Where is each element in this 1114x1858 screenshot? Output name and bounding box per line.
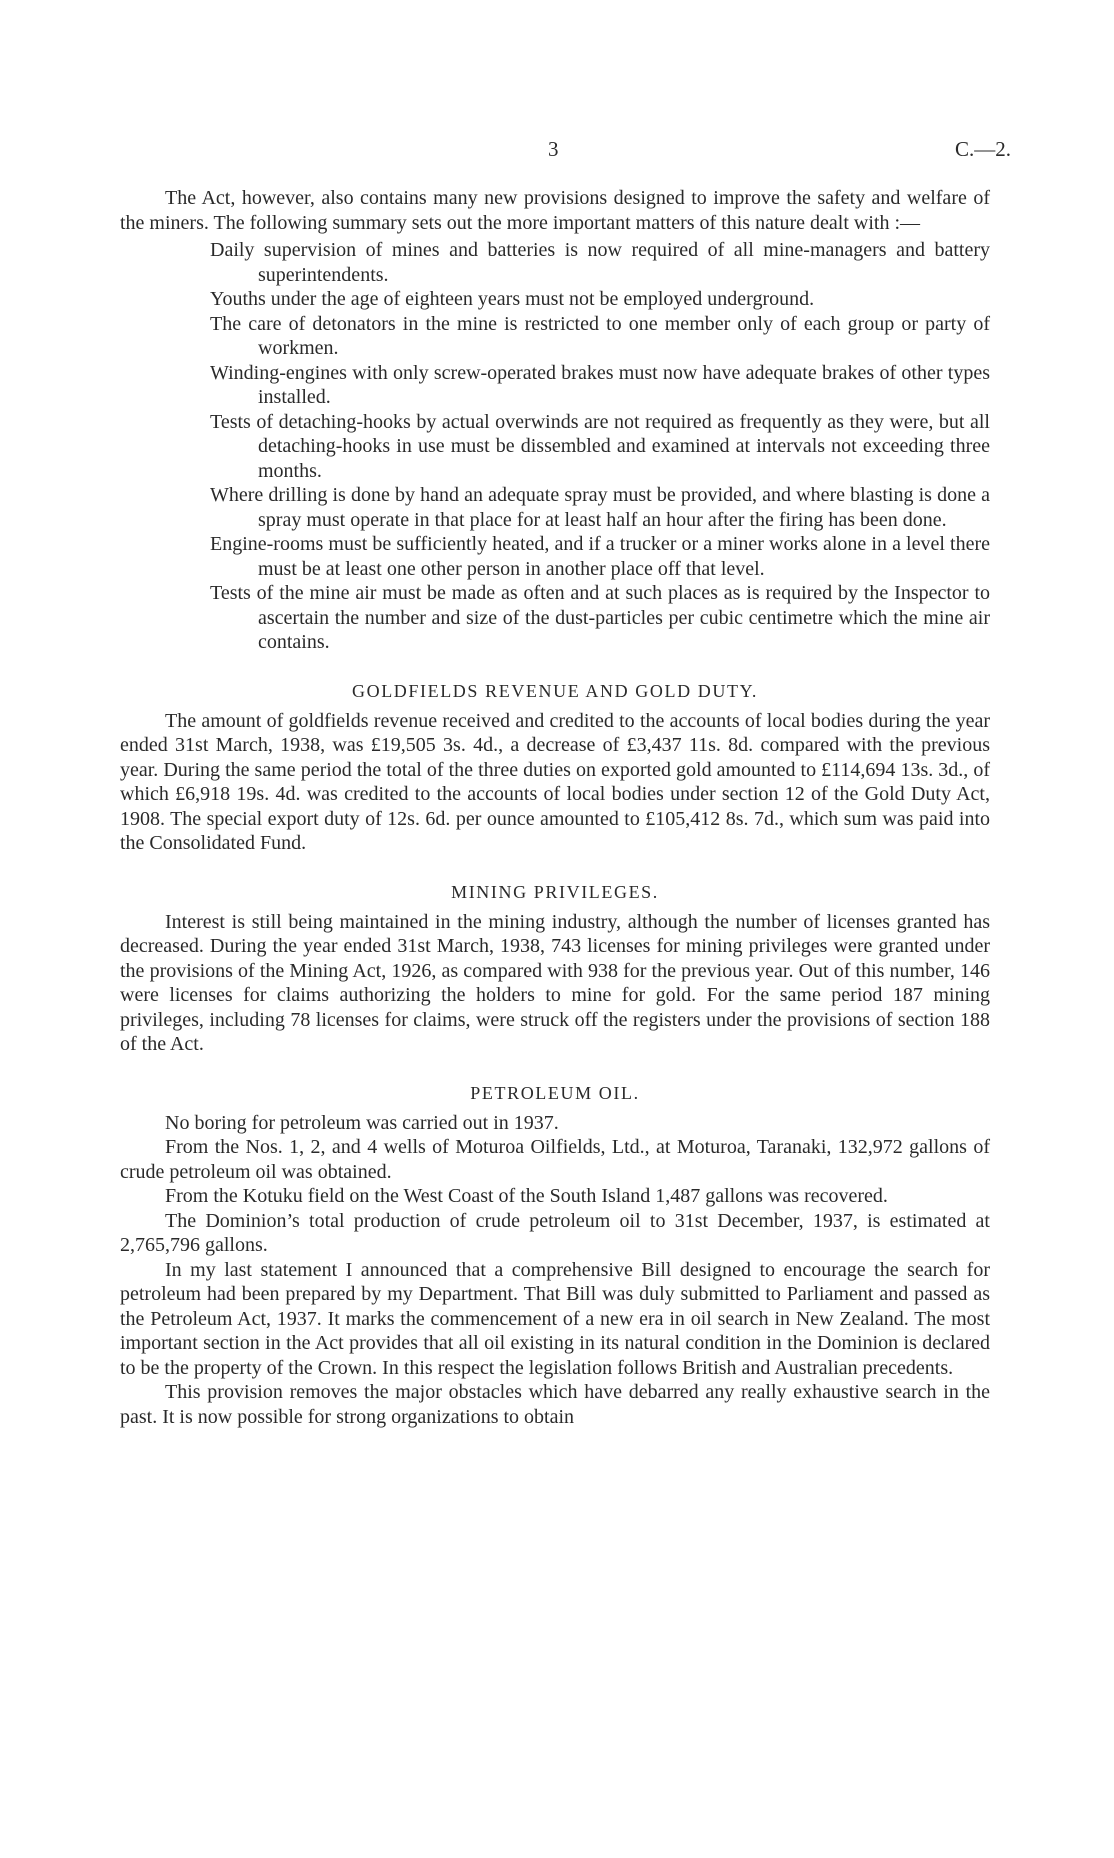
document-reference: C.—2. xyxy=(955,137,1012,161)
intro-section xyxy=(120,186,990,655)
provision-item: Where drilling is done by hand an adequate spray must be provided, and where blasting is done a spray must operate in that place for at least half an hour after the firing has been done. xyxy=(210,484,990,531)
petroleum-paragraph: No boring for petroleum was carried out in 1937. xyxy=(165,1111,559,1134)
section-heading-petroleum: PETROLEUM OIL. xyxy=(470,1082,640,1103)
provision-item: Daily supervision of mines and batteries is now required of all mine-managers and battery superintendents. xyxy=(210,239,990,286)
page-header xyxy=(0,137,1114,167)
provision-item: Winding-engines with only screw-operated brakes must now have adequate brakes of other types installed. xyxy=(210,361,990,408)
document-body xyxy=(120,186,990,1429)
petroleum-section xyxy=(120,1081,990,1430)
provision-item: Youths under the age of eighteen years must not be employed underground. xyxy=(210,288,815,310)
petroleum-paragraph: From the Nos. 1, 2, and 4 wells of Moturoa Oilfields, Ltd., at Moturoa, Taranaki, 132,972 gallons of crude petroleum oil was obtained. xyxy=(120,1136,990,1183)
mining-paragraph: Interest is still being maintained in the mining industry, although the number of licenses granted has decreased. During the year ended 31st March, 1938, 743 licenses for mining privileges were granted under the provisions of the Mining Act, 1926, as compared with 938 for the previous year. Out of this number, 146 were licenses for claims authorizing the holders to mine for gold. For the same period 187 mining privileges, including 78 licenses for claims, were struck off the registers under the provisions of section 188 of the Act. xyxy=(120,910,990,1055)
provision-item: Engine-rooms must be sufficiently heated, and if a trucker or a miner works alone in a level there must be at least one other person in another place off that level. xyxy=(210,533,990,580)
mining-section xyxy=(120,880,990,1057)
section-heading-goldfields: GOLDFIELDS REVENUE AND GOLD DUTY. xyxy=(352,680,758,701)
goldfields-section xyxy=(120,679,990,856)
petroleum-paragraph: In my last statement I announced that a comprehensive Bill designed to encourage the search for petroleum had been prepared by my Department. That Bill was duly submitted to Parliament and passed as the Petroleum Act, 1937. It marks the commencement of a new era in oil search in New Zealand. The most important section in the Act provides that all oil existing in its natural condition in the Dominion is declared to be the property of the Crown. In this respect the legislation follows British and Australian precedents. xyxy=(120,1258,990,1379)
petroleum-paragraph: This provision removes the major obstacles which have debarred any really exhaustive search in the past. It is now possible for strong organizations to obtain xyxy=(120,1381,990,1428)
section-heading-mining: MINING PRIVILEGES. xyxy=(451,881,659,902)
petroleum-paragraph: From the Kotuku field on the West Coast of the South Island 1,487 gallons was recovered. xyxy=(165,1185,888,1207)
page-number: 3 xyxy=(548,137,559,161)
provisions-list xyxy=(120,238,990,655)
intro-paragraph: The Act, however, also contains many new provisions designed to improve the safety and welfare of the miners. The following summary sets out the more important matters of this nature dealt with :— xyxy=(120,187,990,234)
goldfields-paragraph: The amount of goldfields revenue received and credited to the accounts of local bodies during the year ended 31st March, 1938, was £19,505 3s. 4d., a decrease of £3,437 11s. 8d. compared with the previous year. During the same period the total of the three duties on exported gold amounted to £114,694 13s. 3d., of which £6,918 19s. 4d. was credited to the accounts of local bodies under section 12 of the Gold Duty Act, 1908. The special export duty of 12s. 6d. per ounce amounted to £105,412 8s. 7d., which sum was paid into the Consolidated Fund. xyxy=(120,709,990,854)
petroleum-paragraph: The Dominion’s total production of crude petroleum oil to 31st December, 1937, is estimated at 2,765,796 gallons. xyxy=(120,1209,990,1256)
provision-item: Tests of detaching-hooks by actual overwinds are not required as frequently as they were, but all detaching-hooks in use must be dissembled and examined at intervals not exceeding three months. xyxy=(210,410,990,482)
provision-item: The care of detonators in the mine is restricted to one member only of each group or party of workmen. xyxy=(210,312,990,359)
provision-item: Tests of the mine air must be made as often and at such places as is required by the Inspector to ascertain the number and size of the dust-particles per cubic centimetre which the mine air contains. xyxy=(210,582,990,653)
